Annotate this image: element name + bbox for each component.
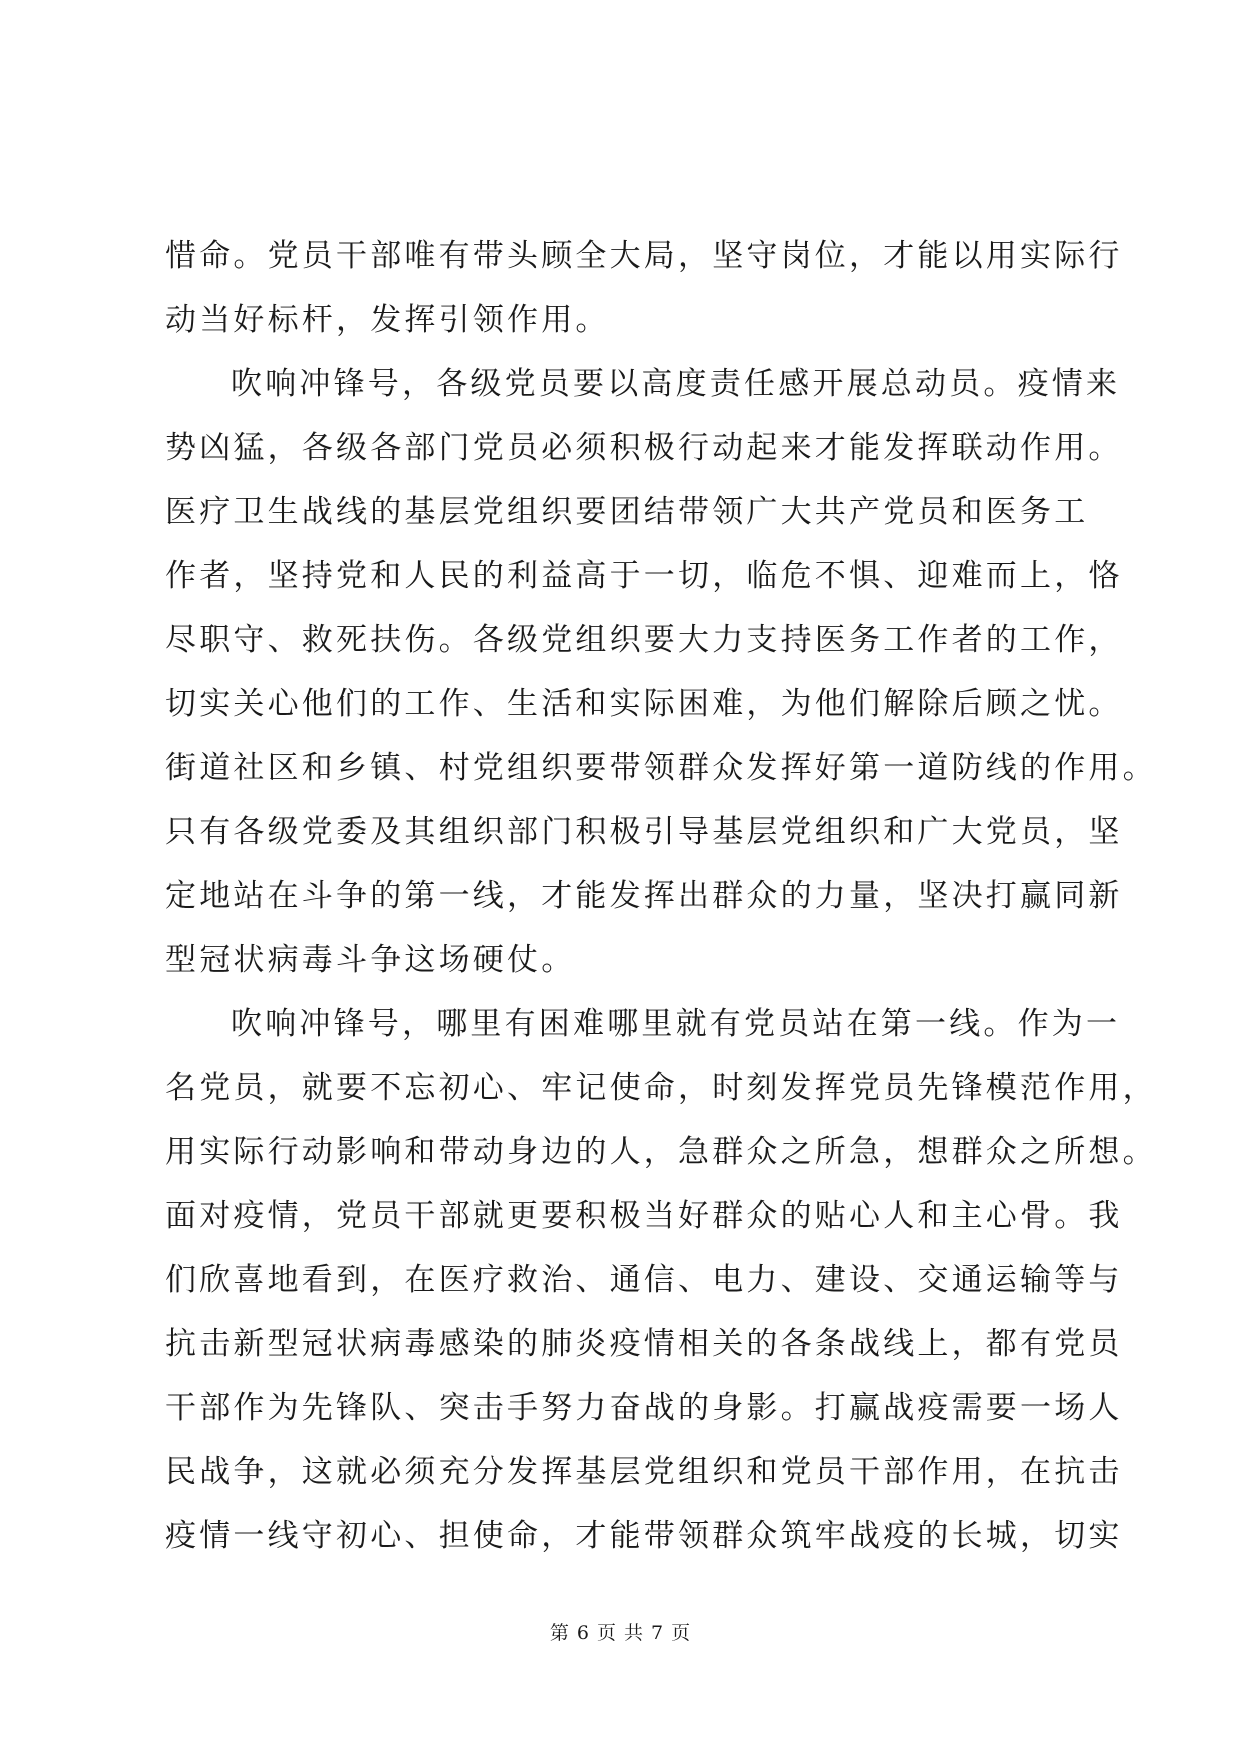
text-line: 只有各级党委及其组织部门积极引导基层党组织和广大党员，坚: [165, 814, 1123, 850]
text-line: 疫情一线守初心、担使命，才能带领群众筑牢战疫的长城，切实: [165, 1518, 1123, 1554]
paragraph-start-line: 吹响冲锋号，各级党员要以高度责任感开展总动员。疫情来: [231, 366, 1121, 402]
text-line: 抗击新型冠状病毒感染的肺炎疫情相关的各条战线上，都有党员: [165, 1326, 1123, 1362]
document-body: [165, 224, 1157, 1568]
text-line: 势凶猛，各级各部门党员必须积极行动起来才能发挥联动作用。: [165, 430, 1123, 466]
text-line: 民战争，这就必须充分发挥基层党组织和党员干部作用，在抗击: [165, 1454, 1123, 1490]
text-line: 型冠状病毒斗争这场硬仗。: [165, 942, 576, 978]
text-line: 干部作为先锋队、突击手努力奋战的身影。打赢战疫需要一场人: [165, 1390, 1123, 1426]
text-line: 们欣喜地看到，在医疗救治、通信、电力、建设、交通运输等与: [165, 1262, 1123, 1298]
text-line: 用实际行动影响和带动身边的人，急群众之所急，想群众之所想。: [165, 1134, 1157, 1170]
text-line: 惜命。党员干部唯有带头顾全大局，坚守岗位，才能以用实际行: [165, 238, 1123, 274]
page-number-footer: 第 6 页 共 7 页: [549, 1622, 692, 1644]
text-line: 作者，坚持党和人民的利益高于一切，临危不惧、迎难而上，恪: [165, 558, 1123, 594]
text-line: 名党员，就要不忘初心、牢记使命，时刻发挥党员先锋模范作用，: [165, 1070, 1157, 1106]
text-line: 定地站在斗争的第一线，才能发挥出群众的力量，坚决打赢同新: [165, 878, 1123, 914]
text-line: 切实关心他们的工作、生活和实际困难，为他们解除后顾之忧。: [165, 686, 1123, 722]
text-line: 动当好标杆，发挥引领作用。: [165, 302, 610, 338]
text-line: 面对疫情，党员干部就更要积极当好群众的贴心人和主心骨。我: [165, 1198, 1123, 1234]
text-line: 街道社区和乡镇、村党组织要带领群众发挥好第一道防线的作用。: [165, 750, 1157, 786]
text-line: 尽职守、救死扶伤。各级党组织要大力支持医务工作者的工作，: [165, 622, 1123, 658]
paragraph-start-line: 吹响冲锋号，哪里有困难哪里就有党员站在第一线。作为一: [231, 1006, 1121, 1042]
text-line: 医疗卫生战线的基层党组织要团结带领广大共产党员和医务工: [165, 494, 1089, 530]
